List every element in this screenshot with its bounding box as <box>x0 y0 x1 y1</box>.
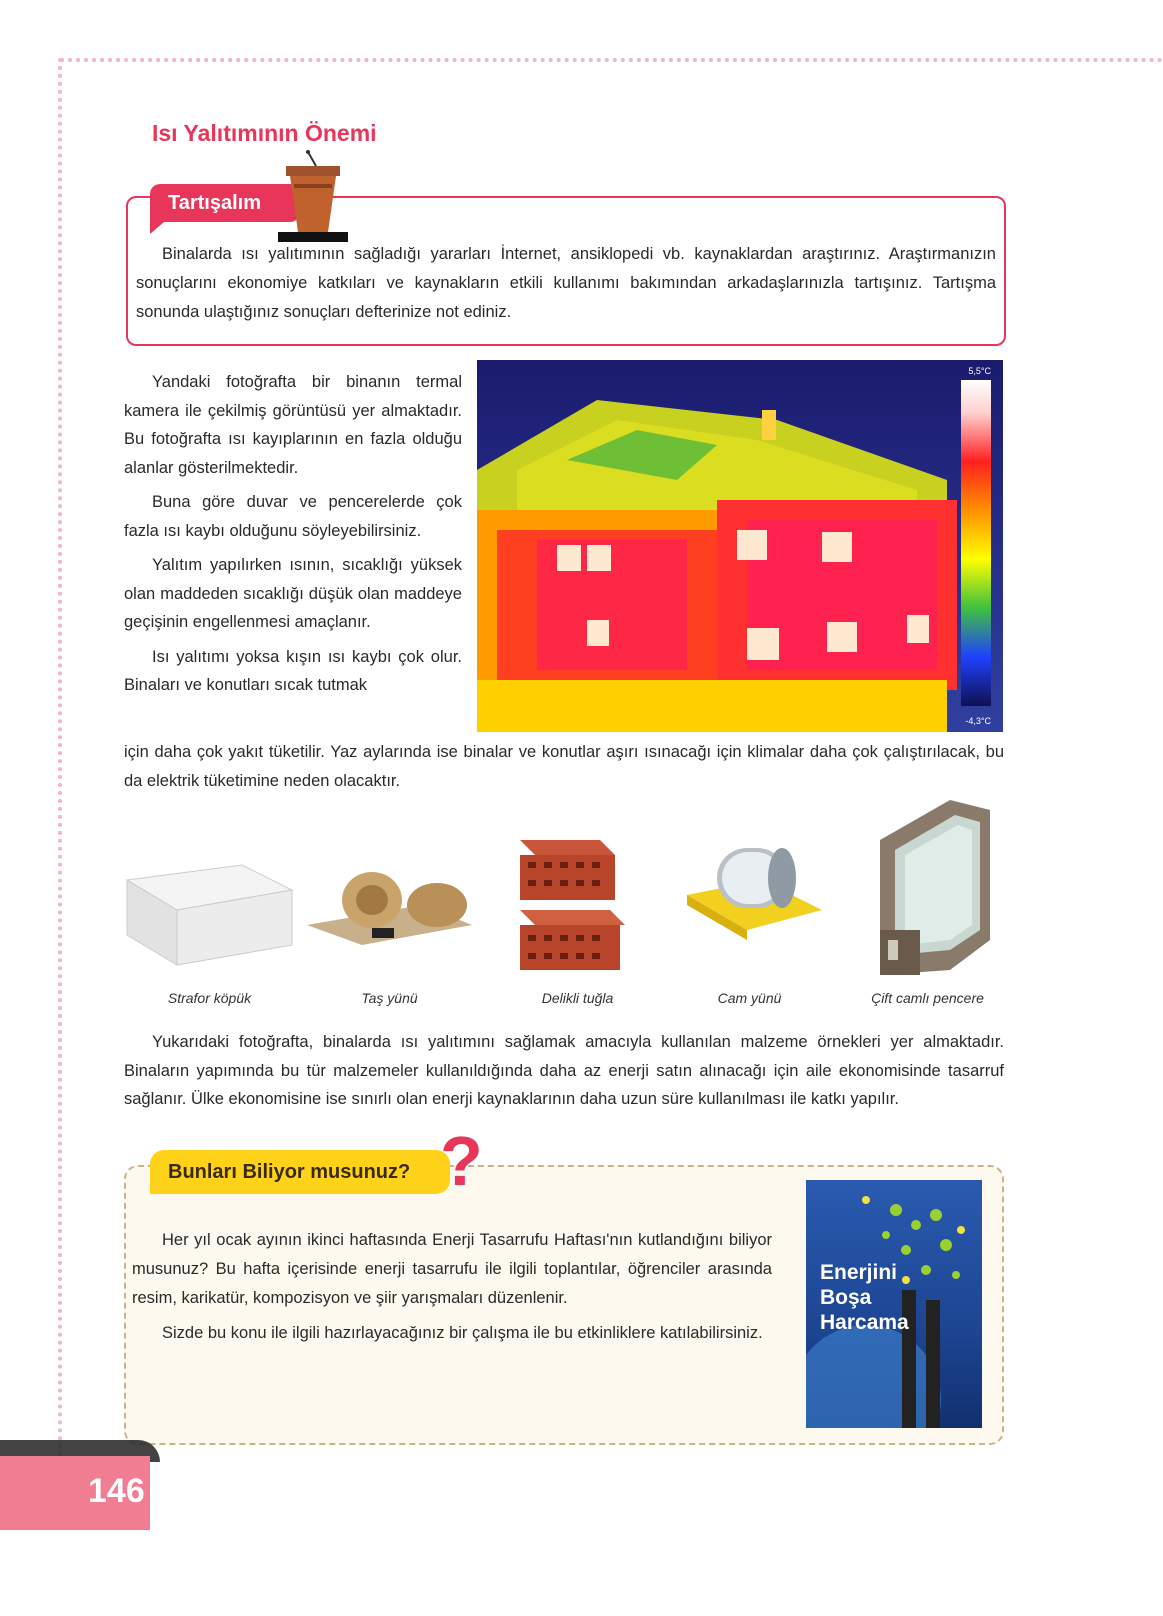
thermal-building-graphic <box>477 360 1003 732</box>
materials-paragraph: Yukarıdaki fotoğrafta, binalarda ısı yalıtımını sağlamak amacıyla kullanılan malzeme örnekleri yer almaktadır. Binaların yapımında bu tür malzemeler kullanıldığında daha az enerji satın alınacağı için aile ekonomisinde tasarruf sağlanır. Ülke ekonomisine ise sınırlı olan enerji kaynaklarının daha uzun süre kullanılması ile katkı yapılır. <box>124 1033 1004 1108</box>
material-caption: Strafor köpük <box>167 990 252 1006</box>
material-perforated-brick <box>490 800 665 1010</box>
material-caption: Taş yünü <box>361 990 418 1006</box>
poster-title-line: Enerjini <box>820 1261 898 1284</box>
discussion-text: Binalarda ısı yalıtımının sağladığı yararları İnternet, ansiklopedi vb. kaynaklardan araştırınız. Araştırmanızın sonuçlarını ekonomiye katkıları ve kaynakların etkili kullanımı bakımından arkadaşlarınızla tartışınız. Tartışma sonunda ulaştığınız sonuçları defterinize not ediniz. <box>136 245 996 321</box>
material-glass-wool <box>662 800 837 1010</box>
podium-icon <box>278 150 348 242</box>
thermal-text <box>124 368 462 706</box>
material-caption: Delikli tuğla <box>541 990 614 1006</box>
material-styrofoam <box>122 800 297 1010</box>
material-caption: Cam yünü <box>717 990 782 1006</box>
poster-title-line: Boşa <box>820 1286 872 1309</box>
did-you-know-paragraph: Her yıl ocak ayının ikinci haftasında Enerji Tasarrufu Haftası'nın kutlandığını biliyor musunuz? Bu hafta içerisinde enerji tasarrufu ile ilgili toplantılar, öğrenciler arasında resim, karikatür, kompozisyon ve şiir yarışmaları düzenlenir. <box>132 1231 772 1307</box>
material-stone-wool <box>302 800 477 1010</box>
temperature-scale <box>961 380 991 706</box>
scale-max-label: 5,5°C <box>968 366 991 376</box>
did-you-know-paragraph: Sizde bu konu ile ilgili hazırlayacağınız bir çalışma ile bu etkinliklere katılabilirsiniz. <box>162 1324 763 1342</box>
thermal-continuation: için daha çok yakıt tüketilir. Yaz aylarında ise binalar ve konutlar aşırı ısınacağı için klimalar daha çok çalıştırılacak, bu da elektrik tüketimine neden olacaktır. <box>124 743 1004 790</box>
did-you-know-text <box>132 1226 772 1354</box>
page-border-top <box>60 58 1163 62</box>
thermal-paragraph: Yandaki fotoğrafta bir binanın termal kamera ile çekilmiş görüntüsü yer almaktadır. Bu fotoğrafta ısı kayıplarının en fazla olduğu alanlar gösterilmektedir. <box>124 373 462 477</box>
thermal-image <box>477 360 1003 732</box>
page-number: 146 <box>88 1472 145 1510</box>
section-title: Isı Yalıtımının Önemi <box>152 120 377 146</box>
poster-title-line: Harcama <box>820 1311 909 1334</box>
material-caption: Çift camlı pencere <box>871 990 984 1006</box>
energy-saving-poster <box>806 1180 982 1428</box>
material-double-glazed-window <box>840 800 1015 1010</box>
discussion-label: Tartışalım <box>150 184 300 222</box>
scale-min-label: -4,3°C <box>965 716 991 726</box>
poster-title <box>820 1260 970 1335</box>
thermal-paragraph: Buna göre duvar ve pencerelerde çok fazla ısı kaybı olduğunu söyleyebilirsiniz. <box>124 493 462 540</box>
page-border-left <box>58 58 62 1458</box>
did-you-know-label: Bunları Biliyor musunuz? <box>150 1150 450 1194</box>
thermal-paragraph: Isı yalıtımı yoksa kışın ısı kaybı çok olur. Binaları ve konutları sıcak tutmak <box>124 647 462 694</box>
thermal-paragraph: Yalıtım yapılırken ısının, sıcaklığı yüksek olan maddeden sıcaklığı düşük olan maddeye geçişinin engellenmesi amaçlanır. <box>124 556 462 631</box>
question-mark-icon: ? <box>440 1122 483 1200</box>
